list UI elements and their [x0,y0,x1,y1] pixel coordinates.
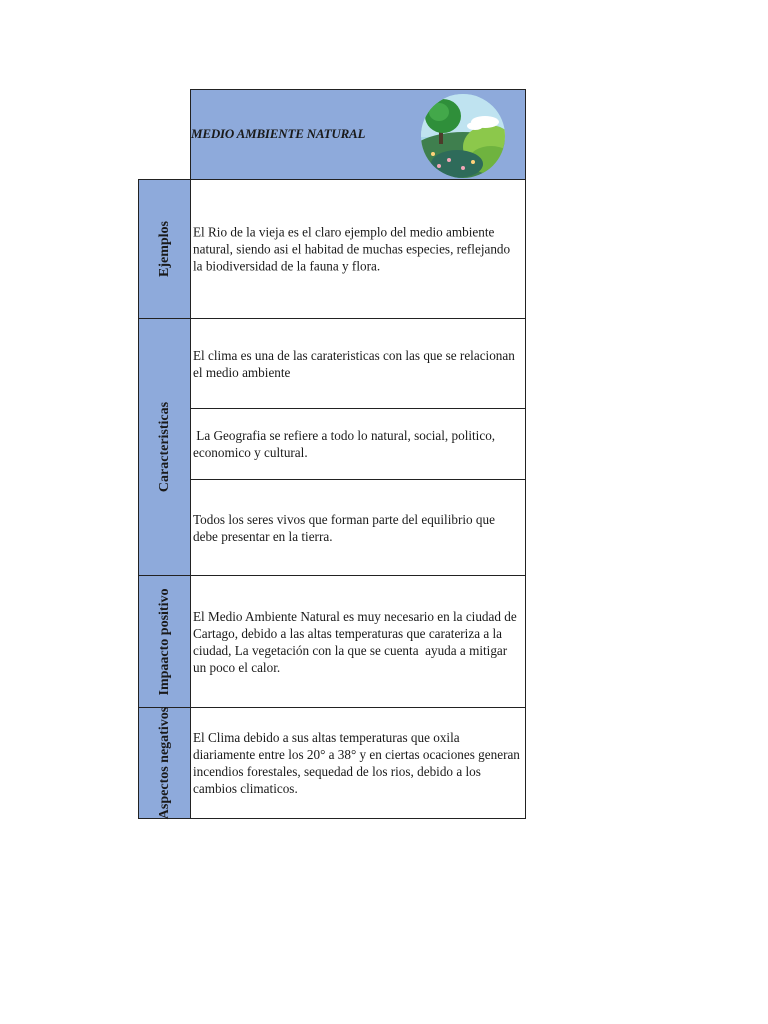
label-caracteristicas [138,318,191,576]
cell-impacto [190,575,526,708]
label-ejemplos [138,179,191,319]
caracteristicas-text-3: Todos los seres vivos que forman parte del equilibrio que debe presentar en la tierra. [193,511,495,544]
cell-caracteristicas-1 [190,318,526,409]
page-title: MEDIO AMBIENTE NATURAL [191,126,366,141]
impacto-text: El Medio Ambiente Natural es muy necesario en la ciudad de Cartago, debido a las altas temperaturas que carateriza a la ciudad, La vegetación con la que se cuenta ayuda a mitigar un poco el calor. [193,608,521,675]
label-ejemplos-text: Ejemplos [156,221,172,277]
cell-caracteristicas-3 [190,479,526,576]
header-cell [190,89,526,180]
label-impacto [138,575,191,708]
label-aspectos-text: Aspectos negativos [156,706,172,820]
aspectos-text: El Clima debido a sus altas temperaturas que oxila diariamente entre los 20° a 38° y en ciertas ocaciones generan incendios forestales, sequedad de los rios, debido a los cambios climaticos. [193,730,520,796]
label-impacto-text: Impaacto positivo [156,588,172,695]
label-caracteristicas-text: Caracteristicas [156,401,172,493]
label-aspectos [138,707,191,819]
caracteristicas-text-1: El clima es una de las carateristicas con las que se relacionan el medio ambiente [193,347,515,380]
cell-ejemplos [190,179,526,319]
caracteristicas-text-2: La Geografia se refiere a todo lo natural, social, politico, economico y cultural. [193,428,499,460]
ejemplos-text: El Rio de la vieja es el claro ejemplo del medio ambiente natural, siendo asi el habitad de muchas especies, reflejando la biodiversidad de la fauna y flora. [193,224,511,274]
cell-caracteristicas-2 [190,408,526,480]
cell-aspectos [190,707,526,819]
nature-landscape-icon [419,92,507,180]
